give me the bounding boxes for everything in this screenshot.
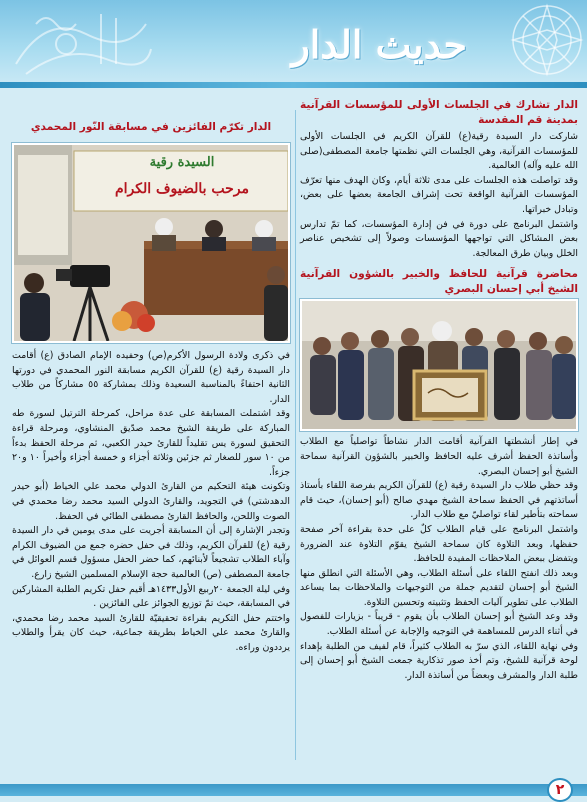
- banner-line-1: السيدة رقية: [149, 155, 215, 170]
- calligraphy-ornament-icon: [6, 4, 156, 84]
- header-strip: [0, 82, 587, 88]
- article3-paragraph: وتكونت هيئة التحكيم من القارئ الدولي محمد علي الخياط (أبو حيدر الدهدشتي) في التجويد، والقارئ الدولي السيد محمد رضا محمدي في الصوت واللحن، والحافظ القارئ مصطفى الطائي في الحفظ.: [12, 481, 290, 522]
- page-footer: [0, 778, 587, 802]
- article3-paragraph: واختتم حفل التكريم بقراءة تحقيقيّة للقارئ السيد محمد رضا محمدي، والقارئ محمد علي الخياط بطريقة جماعية، حيث كان يقرأ والطلاب يرددون وراءه.: [12, 612, 290, 653]
- footer-band: [0, 784, 587, 796]
- left-column: [12, 98, 290, 655]
- page-header: [0, 0, 587, 88]
- article3-paragraph: وتجدر الإشارة إلى أن المسابقة أجريت على مدى يومين في دار السيدة رقية (ع) للقرآن الكريم، وذلك في حفل حضره جمع من الضيوف الكرام وآباء الطلاب تشجيعاً لأبنائهم، كما حضر الحفل مسؤول قسم العوائل في جامعة المصطفى (ص) العالمية حجة الإسلام المسلمين الشيخ زارع.: [12, 525, 290, 580]
- arabesque-ornament-icon: [447, 0, 587, 88]
- article2-paragraph: وقد وعد الشيخ أبو إحسان الطلاب بأن يقوم - قريباً - بزيارات للفصول في أثناء الدرس للمساهمة في التوجيه والإجابة عن أسئلة الطلاب.: [300, 611, 578, 638]
- article2-paragraph: وفي نهاية اللقاء، الذي سرّ به الطلاب كثيراً، قام لفيف من الطلبة بإهداء لوحة قرآنية للشيخ، وتم أخذ صور تذكارية جمعت الشيخ أبو إحسان إلى طلبة الدار والمشرف وبعضاً من أساتذة الدار.: [300, 640, 578, 681]
- article2-paragraph: واشتمل البرنامج على قيام الطلاب كلٌ على حدة بقراءة آخر صفحة حفظها، وبعد التلاوة كان سماحة الشيخ يقوّم التلاوة عند الضرورة ويتفضل ببعض الملاحظات المفيدة للحافظ.: [300, 523, 578, 565]
- article1-paragraph: وقد تواصلت هذه الجلسات على مدى ثلاثة أيام، وكان الهدف منها تعرّف المؤسسات القرآنية الواقعة تحت إشراف الجامعة بعضها على بعض، وتبادل خبراتها.: [300, 174, 578, 215]
- page-number: ٢: [547, 778, 573, 802]
- article3-headline: الدار تكرّم الفائزين في مسابقة النّور المحمدي: [30, 121, 272, 133]
- article3-paragraph: وقد اشتملت المسابقة على عدة مراحل، كمرحلة الترتيل لسورة طه المباركة على طريقة الشيخ محمد صدّيق المنشاوي، ومرحلة قراءة التحقيق لسورة يس تقليداً للقارئ حيدر الكعبي، ثم مرحلة الحفظ بدءاً من ١٠ سور للصغار ثم جزئين وثلاثة أجزاء و خمسة أجزاء وأخيراً ١٠ و٢٠ جزءاً.: [12, 408, 290, 478]
- article2-paragraph: وبعد ذلك انفتح اللقاء على أسئلة الطلاب، وهي الأسئلة التي انطلق منها الشيخ أبو إحسان لتقديم جملة من التوجيهات والملاحظات بما يساعد الطلاب على تطوير آليات الحفظ وتثبيته وتحسين التلاوة.: [300, 567, 578, 608]
- article1-headline: الدار تشارك في الجلسات الأولى للمؤسسات القرآنية بمدينة قم المقدسة: [300, 99, 578, 126]
- article3-paragraph: وفي ليلة الجمعة ٢٠ربيع الأول١٤٣٣هـ أقيم حفل تكريم الطلبة المشاركين في المسابقة، حيث تمّ توزيع الجوائز على الفائزين .: [12, 583, 291, 610]
- article2-paragraph: وقد حظي طلاب دار السيدة رقية (ع) للقرآن الكريم بفرصة اللقاء بأستاذ أساتذتهم في الحفظ سماحة الشيخ مهدي صالح (أبو إحسان)، حيث قام سماحته بتأطير لقاء تواصليّ مع طلاب الدار.: [300, 480, 578, 521]
- article3-paragraph: في ذكرى ولادة الرسول الأكرم(ص) وحفيده الإمام الصادق (ع) أقامت دار السيدة رقية (ع) للقرآن الكريم مسابقة النور المحمدي في دورتها الثانية احتفاءً بالمناسبة السعيدة وذلك بمشاركة ٥٥ مشاركاً من طلاب الدار.: [12, 350, 290, 405]
- article2-photo: [300, 299, 578, 431]
- article1-body: [300, 130, 578, 261]
- article3-photo: [12, 143, 290, 343]
- column-divider: [295, 110, 296, 760]
- article2-body: [300, 435, 578, 683]
- article1-paragraph: شاركت دار السيدة رقية(ع) للقرآن الكريم في الجلسات الأولى للمؤسسات القرآنية، وهي الجلسات التي نظمتها جامعة المصطفى(صلى الله عليه وآله) العالمية.: [300, 131, 578, 172]
- section-title: حديث الدار: [291, 22, 467, 67]
- banner-line-2: مرحب بالضيوف الكرام: [114, 181, 250, 197]
- article1-paragraph: واشتمل البرنامج على دورة في فن إدارة المؤسسات، كما تمّ تدارس بعض المشاكل التي تواجهها المؤسسات وصولاً إلى تشخيص عناصر الخلل وبيان طرق المعالجة.: [300, 218, 578, 259]
- right-column: [300, 98, 578, 683]
- article2-paragraph: في إطار أنشطتها القرآنية أقامت الدار نشاطاً تواصلياً مع الطلاب وأساتذة الحفظ أشرف عليه الحافظ والخبير بالشؤون القرآنية سماحة الشيخ أبو إحسان البصري.: [300, 436, 578, 477]
- article3-body: [12, 349, 290, 655]
- article2-headline: محاضرة قرآنية للحافظ والخبير بالشؤون القرآنية الشيخ أبي إحسان البصري: [300, 268, 578, 296]
